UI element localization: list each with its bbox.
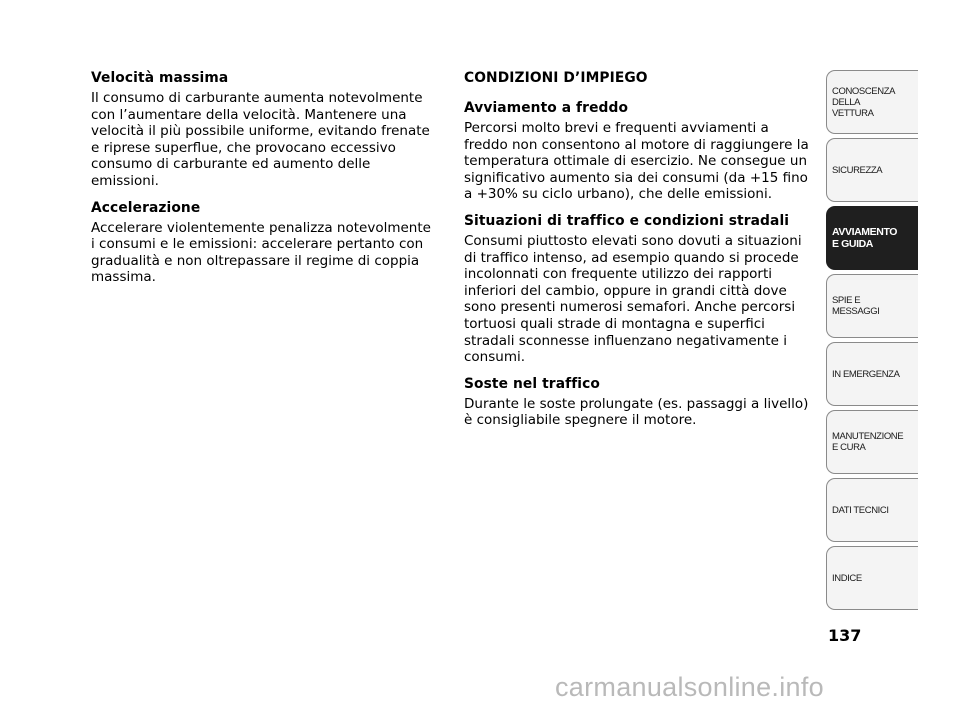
page-number: 137 [828, 626, 862, 645]
tab-indice[interactable]: INDICE [826, 546, 918, 610]
section-heading-accelerazione: Accelerazione [91, 199, 201, 216]
section-text-avviamento: Percorsi molto brevi e frequenti avviamenti a freddo non consentono al motore di raggiungere la temperatura ottimale di esercizio. Ne consegue un significativo aumento sia dei consumi (da +15 fino a +30% su ciclo urbano), che delle emissioni. [464, 120, 809, 203]
section-text-soste: Durante le soste prolungate (es. passaggi a livello) è consigliabile spegnere il motore. [464, 395, 809, 429]
tab-in-emergenza[interactable]: IN EMERGENZA [826, 342, 918, 406]
section-heading-soste: Soste nel traffico [464, 375, 600, 392]
section-text-traffico: Consumi piuttosto elevati sono dovuti a situazioni di traffico intenso, ad esempio quando si procede incolonnati con frequente utilizzo dei rapporti inferiori del cambio, oppure in grandi città dove sono presenti numerosi semafori. Anche percorsi tortuosi quali strade di montagna e superfici stradali sconnesse influenzano negativamente i consumi. [464, 232, 802, 366]
section-heading-traffico: Situazioni di traffico e condizioni stradali [464, 212, 790, 229]
tab-conoscenza-vettura[interactable]: CONOSCENZA DELLA VETTURA [826, 70, 918, 134]
section-heading-velocita: Velocità massima [91, 70, 229, 86]
tab-dati-tecnici[interactable]: DATI TECNICI [826, 478, 918, 542]
section-text-accelerazione: Accelerare violentemente penalizza notevolmente i consumi e le emissioni: accelerare pertanto con gradualità e non oltrepassare il regime di coppia massima. [91, 219, 431, 286]
tab-sicurezza[interactable]: SICUREZZA [826, 138, 918, 202]
left-column [91, 70, 436, 296]
section-text-velocita: Il consumo di carburante aumenta notevolmente con l’aumentare della velocità. Mantenere una velocità il più possibile uniforme, evitando frenate e riprese superflue, che provocano eccessivo consumo di carburante ed aumento delle emissioni. [91, 90, 430, 189]
chapter-tabs [826, 70, 918, 614]
tab-manutenzione-cura[interactable]: MANUTENZIONE E CURA [826, 410, 918, 474]
right-column [464, 70, 814, 439]
page-title: CONDIZIONI D’IMPIEGO [464, 70, 648, 86]
watermark: carmanualsonline.info [555, 672, 824, 702]
tab-avviamento-guida[interactable]: AVVIAMENTO E GUIDA [826, 206, 918, 270]
section-heading-avviamento: Avviamento a freddo [464, 100, 629, 116]
tab-spie-messaggi[interactable]: SPIE E MESSAGGI [826, 274, 918, 338]
